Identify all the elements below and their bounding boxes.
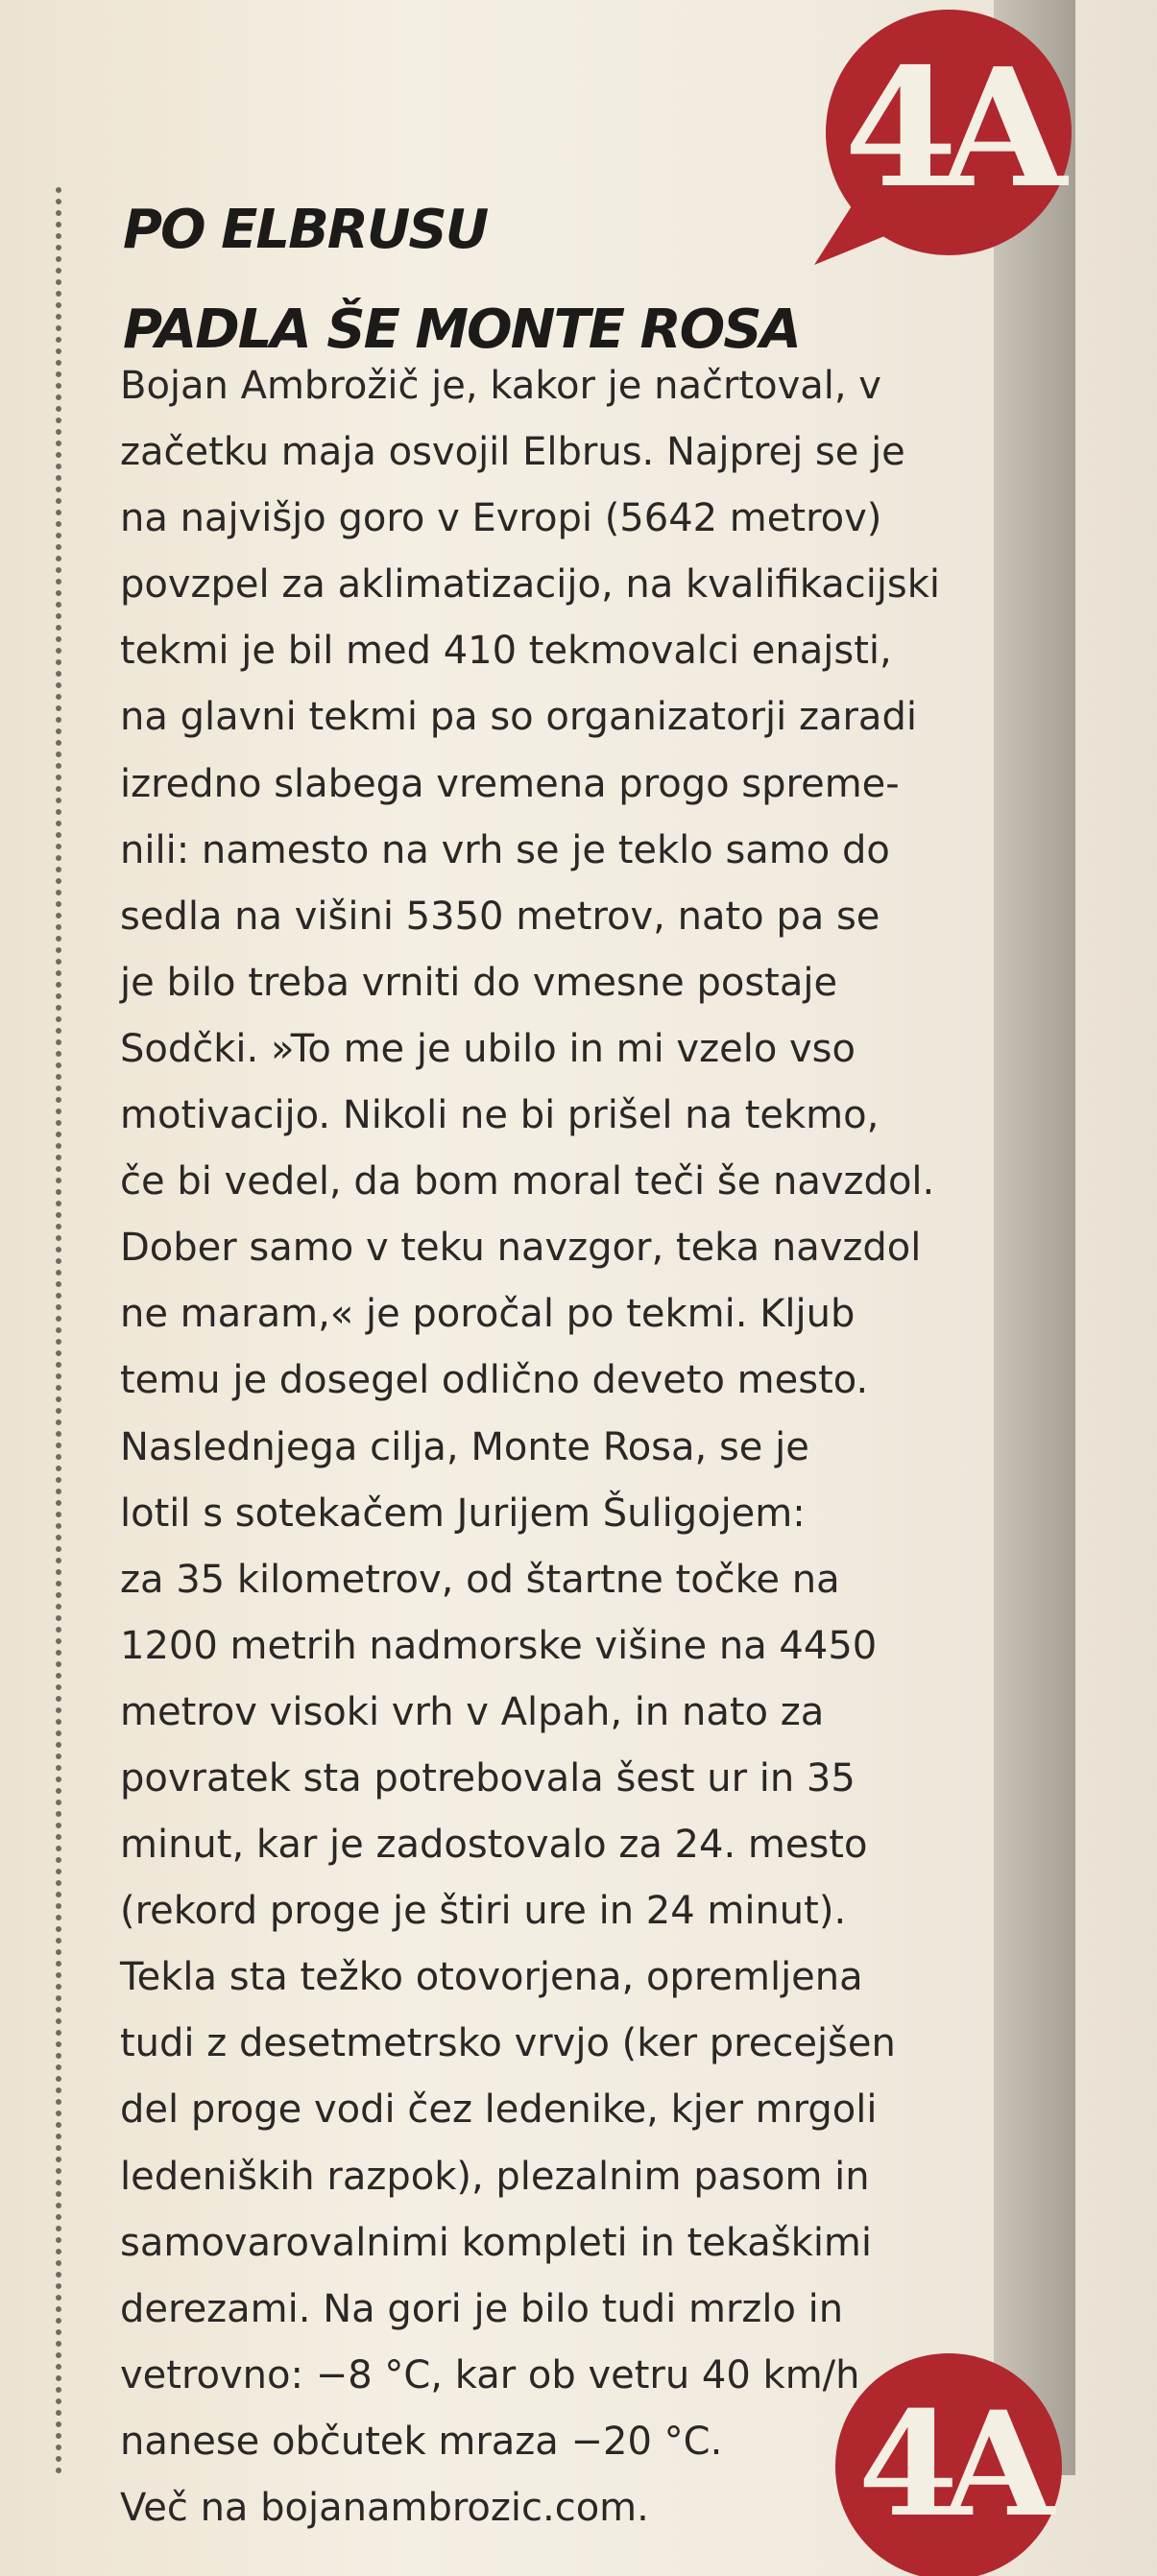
article-line: na najvišjo goro v Evropi (5642 metrov) [120, 496, 882, 541]
article-line: na glavni tekmi pa so organizatorji zaradi [120, 695, 917, 740]
next-badge-label: 4A [857, 2380, 1040, 2549]
article-line: če bi vedel, da bom moral teči še navzdol. [120, 1159, 935, 1205]
article-line: tudi z desetmetrsko vrvjo (ker precejšen [120, 2021, 896, 2066]
article-line: povzpel za aklimatizacijo, na kvalifikacijski [120, 562, 941, 608]
article-line: Dober samo v teku navzgor, teka navzdol [120, 1226, 922, 1271]
section-badge-4a [814, 8, 1075, 269]
article-line: nanese občutek mraza −20 °C. [120, 2419, 723, 2464]
article-line: metrov visoki vrh v Alpah, in nato za [120, 1689, 825, 1734]
article-line: Več na bojanambrozic.com. [120, 2486, 649, 2530]
dotted-column-rule [56, 187, 61, 2475]
article-line: Sodčki. »To me je ubilo in mi vzelo vso [120, 1026, 856, 1071]
article-line: samovarovalnimi kompleti in tekaškimi [120, 2220, 873, 2265]
article-body [120, 353, 1042, 2541]
article-line: ne maram,« je poročal po tekmi. Kljub [120, 1292, 856, 1337]
article-line: vetrovno: −8 °C, kar ob vetru 40 km/h [120, 2352, 860, 2397]
next-section-badge [833, 2342, 1064, 2549]
article-line: 1200 metrih nadmorske višine na 4450 [120, 1623, 878, 1668]
article-line: temu je dosegel odlično deveto mesto. [120, 1358, 869, 1403]
headline-line-1: PO ELBRUSU [123, 199, 488, 261]
article-line: nili: namesto na vrh se je teklo samo do [120, 827, 890, 872]
article-line: je bilo treba vrniti do vmesne postaje [120, 960, 838, 1005]
article-line: povratek sta potrebovala šest ur in 35 [120, 1755, 856, 1801]
article-line: Naslednjega cilja, Monte Rosa, se je [120, 1424, 809, 1469]
article-line: tekmi je bil med 410 tekmovalci enajsti, [120, 629, 892, 674]
article-line: motivacijo. Nikoli ne bi prišel na tekmo, [120, 1093, 880, 1138]
article-line: ledeniških razpok), plezalnim pasom in [120, 2154, 870, 2199]
badge-label: 4A [843, 33, 1050, 225]
article-line: del proge vodi čez ledenike, kjer mrgoli [120, 2087, 878, 2133]
article-headline [123, 180, 800, 380]
next-badge-graphic [833, 2342, 1064, 2572]
article-line: derezami. Na gori je bilo tudi mrzlo in [120, 2286, 844, 2331]
article-line: (rekord proge je štiri ure in 24 minut). [120, 1889, 847, 1934]
article-line: sedla na višini 5350 metrov, nato pa se [120, 894, 880, 939]
headline-line-2: PADLA ŠE MONTE ROSA [123, 298, 800, 361]
article-line: izredno slabega vremena progo spreme- [120, 761, 900, 806]
article-line: minut, kar je zadostovalo za 24. mesto [120, 1823, 868, 1868]
article-line: Bojan Ambrožič je, kakor je načrtoval, v [120, 364, 881, 408]
article-line: Tekla sta težko otovorjena, opremljena [120, 1955, 863, 2000]
article-line: lotil s sotekačem Jurijem Šuligojem: [120, 1491, 806, 1536]
article-line: za 35 kilometrov, od štartne točke na [120, 1557, 840, 1602]
article-line: začetku maja osvojil Elbrus. Najprej se je [120, 430, 905, 475]
